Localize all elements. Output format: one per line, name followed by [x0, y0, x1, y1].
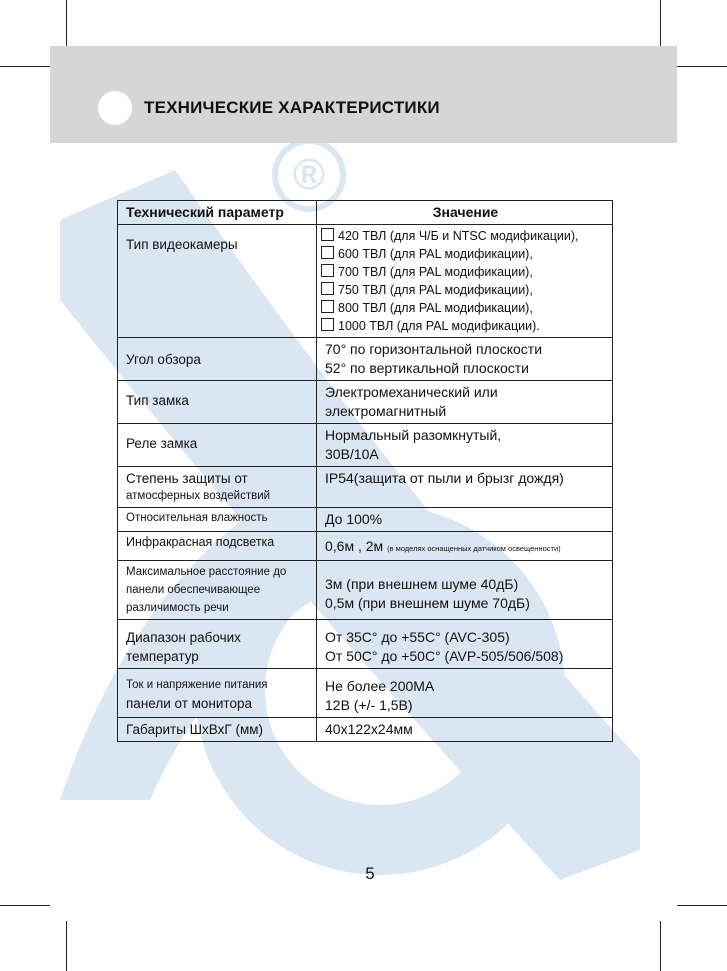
param-speech-distance: Максимальное расстояние до панели обеспечивающее различимость речи: [118, 561, 317, 620]
option-item: 800 ТВЛ (для PAL модификации),: [321, 299, 606, 317]
checkbox-icon: [321, 228, 334, 241]
table-row: [118, 561, 613, 620]
specifications-table: [117, 200, 613, 742]
value-protection: IP54(защита от пыли и брызг дождя): [317, 467, 613, 508]
option-item: 1000 ТВЛ (для PAL модификации).: [321, 317, 606, 335]
value-camera-type: [317, 225, 613, 338]
crop-mark: [660, 0, 661, 50]
param-lock-relay: Реле замка: [118, 424, 317, 467]
value-view-angle: 70° по горизонтальной плоскости 52° по вертикальной плоскости: [317, 338, 613, 381]
table-row: [118, 718, 613, 742]
param-dimensions: Габариты ШхВхГ (мм): [118, 718, 317, 742]
table-row: [118, 424, 613, 467]
param-humidity: Относительная влажность: [118, 508, 317, 532]
param-power: Ток и напряжение питания панели от монитора: [118, 669, 317, 718]
value-humidity: До 100%: [317, 508, 613, 532]
checkbox-icon: [321, 246, 334, 259]
value-lock-type: Электромеханический или электромагнитный: [317, 381, 613, 424]
section-title: ТЕХНИЧЕСКИЕ ХАРАКТЕРИСТИКИ: [144, 98, 440, 117]
crop-mark: [677, 905, 727, 906]
crop-mark: [66, 921, 67, 971]
page-number: 5: [365, 864, 375, 883]
table-row: [118, 669, 613, 718]
checkbox-icon: [321, 318, 334, 331]
section-header: [50, 46, 677, 143]
value-ir: 0,6м , 2м (в моделях оснащенных датчиком освещенности): [317, 532, 613, 561]
value-power: Не более 200МА 12В (+/- 1,5В): [317, 669, 613, 718]
column-header-parameter: Технический параметр: [118, 201, 317, 225]
table-row: [118, 467, 613, 508]
table-row: [118, 225, 613, 338]
option-item: 420 ТВЛ (для Ч/Б и NTSC модификации),: [321, 227, 606, 245]
value-temperature: От 35С° до +55С° (AVC-305) От 50С° до +50С° (AVP-505/506/508): [317, 620, 613, 669]
table-header-row: [118, 201, 613, 225]
value-dimensions: 40х122х24мм: [317, 718, 613, 742]
param-lock-type: Тип замка: [118, 381, 317, 424]
param-camera-type: Тип видеокамеры: [118, 225, 317, 338]
table-row: [118, 338, 613, 381]
table-row: [118, 532, 613, 561]
header-bullet-icon: [98, 91, 132, 125]
crop-mark: [677, 66, 727, 67]
crop-mark: [0, 905, 50, 906]
option-item: 600 ТВЛ (для PAL модификации),: [321, 245, 606, 263]
param-view-angle: Угол обзора: [118, 338, 317, 381]
table-row: [118, 381, 613, 424]
checkbox-icon: [321, 282, 334, 295]
param-protection: Степень защиты от атмосферных воздействий: [118, 467, 317, 508]
value-speech-distance: 3м (при внешнем шуме 40дБ) 0,5м (при внешнем шуме 70дБ): [317, 561, 613, 620]
crop-mark: [0, 66, 50, 67]
table-row: [118, 620, 613, 669]
table-row: [118, 508, 613, 532]
option-item: 700 ТВЛ (для PAL модификации),: [321, 263, 606, 281]
checkbox-icon: [321, 264, 334, 277]
option-item: 750 ТВЛ (для PAL модификации),: [321, 281, 606, 299]
value-lock-relay: Нормальный разомкнутый, 30В/10А: [317, 424, 613, 467]
param-temperature: Диапазон рабочих температур: [118, 620, 317, 669]
checkbox-icon: [321, 300, 334, 313]
crop-mark: [66, 0, 67, 50]
crop-mark: [660, 921, 661, 971]
column-header-value: Значение: [317, 201, 613, 225]
registered-mark: ®: [272, 138, 346, 212]
param-ir: Инфракрасная подсветка: [118, 532, 317, 561]
